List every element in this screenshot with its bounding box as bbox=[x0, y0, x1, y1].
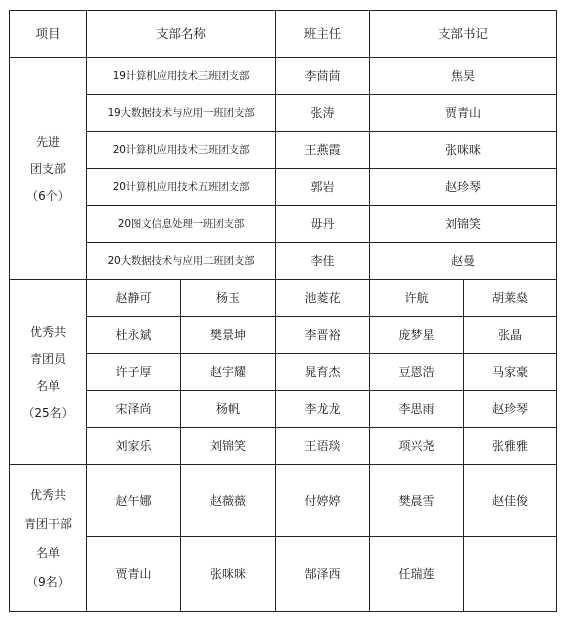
member-name: 杨帆 bbox=[181, 391, 276, 428]
advanced-branch-row bbox=[10, 243, 557, 280]
cadre-name: 任瑞莲 bbox=[370, 537, 464, 612]
member-name: 赵宇耀 bbox=[181, 354, 276, 391]
cadre-row bbox=[10, 537, 557, 612]
member-row bbox=[10, 428, 557, 465]
cadre-name: 樊晨雪 bbox=[370, 465, 464, 537]
member-row bbox=[10, 354, 557, 391]
cadres-label-line: 优秀共 bbox=[29, 487, 66, 502]
branch-secretary: 张咪咪 bbox=[370, 132, 557, 169]
cadre-row bbox=[10, 465, 557, 537]
advanced-branch-row bbox=[10, 95, 557, 132]
class-teacher: 郭岩 bbox=[276, 169, 370, 206]
member-name: 张雅雅 bbox=[464, 428, 557, 465]
branch-secretary: 焦昊 bbox=[370, 58, 557, 95]
member-name: 李晋裕 bbox=[276, 317, 370, 354]
advanced-branch-row bbox=[10, 206, 557, 243]
branch-name: 20计算机应用技术三班团支部 bbox=[87, 132, 276, 169]
member-row bbox=[10, 280, 557, 317]
cadre-name: 赵薇薇 bbox=[181, 465, 276, 537]
cadre-name: 郜泽西 bbox=[276, 537, 370, 612]
member-name: 晁育杰 bbox=[276, 354, 370, 391]
member-name: 项兴尧 bbox=[370, 428, 464, 465]
branch-name: 20大数据技术与应用二班团支部 bbox=[87, 243, 276, 280]
member-name: 李思雨 bbox=[370, 391, 464, 428]
member-name: 许子厚 bbox=[87, 354, 181, 391]
advanced-label-line: 团支部 bbox=[29, 161, 66, 176]
member-name: 刘家乐 bbox=[87, 428, 181, 465]
member-name: 赵珍琴 bbox=[464, 391, 557, 428]
cadre-name: 赵佳俊 bbox=[464, 465, 557, 537]
member-name: 杨玉 bbox=[181, 280, 276, 317]
class-teacher: 李佳 bbox=[276, 243, 370, 280]
member-name: 杜永斌 bbox=[87, 317, 181, 354]
honor-list-table bbox=[9, 10, 557, 612]
members-label-line: （25名） bbox=[22, 405, 74, 420]
cadres-label-line: 名单 bbox=[35, 545, 60, 560]
advanced-label-line: 先进 bbox=[35, 134, 60, 149]
member-name: 许航 bbox=[370, 280, 464, 317]
excellent-cadres-label bbox=[10, 465, 87, 612]
cadre-name: 赵午娜 bbox=[87, 465, 181, 537]
member-name: 李龙龙 bbox=[276, 391, 370, 428]
member-name: 宋泽尚 bbox=[87, 391, 181, 428]
branch-secretary: 刘锦笑 bbox=[370, 206, 557, 243]
branch-name: 20图文信息处理一班团支部 bbox=[87, 206, 276, 243]
cadre-name: 贾青山 bbox=[87, 537, 181, 612]
advanced-branch-row bbox=[10, 169, 557, 206]
cadre-name bbox=[464, 537, 557, 612]
header-row bbox=[10, 11, 557, 58]
members-label-line: 青团员 bbox=[29, 351, 66, 366]
advanced-branch-row bbox=[10, 132, 557, 169]
member-name: 王语琰 bbox=[276, 428, 370, 465]
advanced-branch-row bbox=[10, 58, 557, 95]
member-row bbox=[10, 391, 557, 428]
header-branch-secretary: 支部书记 bbox=[370, 11, 557, 58]
branch-name: 20计算机应用技术五班团支部 bbox=[87, 169, 276, 206]
branch-secretary: 贾青山 bbox=[370, 95, 557, 132]
member-name: 赵静可 bbox=[87, 280, 181, 317]
cadre-name: 付婷婷 bbox=[276, 465, 370, 537]
class-teacher: 王燕霞 bbox=[276, 132, 370, 169]
member-name: 刘锦笑 bbox=[181, 428, 276, 465]
header-class-teacher: 班主任 bbox=[276, 11, 370, 58]
member-row bbox=[10, 317, 557, 354]
header-branch-name: 支部名称 bbox=[87, 11, 276, 58]
cadres-label-line: （9名） bbox=[26, 574, 70, 589]
member-name: 马家豪 bbox=[464, 354, 557, 391]
cadre-name: 张咪咪 bbox=[181, 537, 276, 612]
excellent-members-label bbox=[10, 280, 87, 465]
cadres-label-line: 青团干部 bbox=[23, 516, 72, 531]
branch-secretary: 赵曼 bbox=[370, 243, 557, 280]
member-name: 樊景坤 bbox=[181, 317, 276, 354]
member-name: 豆恩浩 bbox=[370, 354, 464, 391]
advanced-branches-label bbox=[10, 58, 87, 280]
class-teacher: 李茴茴 bbox=[276, 58, 370, 95]
advanced-label-line: （6个） bbox=[26, 188, 70, 203]
header-item: 项目 bbox=[10, 11, 87, 58]
members-label-line: 优秀共 bbox=[29, 324, 66, 339]
member-name: 庞梦星 bbox=[370, 317, 464, 354]
member-name: 池菱花 bbox=[276, 280, 370, 317]
class-teacher: 张涛 bbox=[276, 95, 370, 132]
member-name: 张晶 bbox=[464, 317, 557, 354]
branch-name: 19大数据技术与应用一班团支部 bbox=[87, 95, 276, 132]
branch-name: 19计算机应用技术三班团支部 bbox=[87, 58, 276, 95]
branch-secretary: 赵珍琴 bbox=[370, 169, 557, 206]
member-name: 胡莱燊 bbox=[464, 280, 557, 317]
members-label-line: 名单 bbox=[35, 378, 60, 393]
class-teacher: 毋丹 bbox=[276, 206, 370, 243]
